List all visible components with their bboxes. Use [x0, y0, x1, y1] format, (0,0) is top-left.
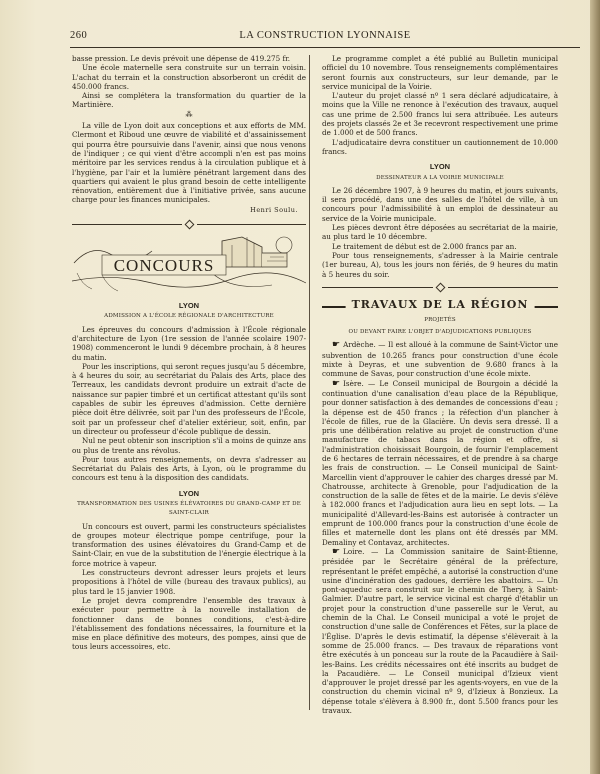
region-name: Ardèche.	[343, 340, 376, 350]
region-text: — Il est alloué à la commune de Saint-Victor une subvention de 10.265 francs pour construction d'une école mixte à Deyras, et une subvention de 9.680 francs à la commune de Savas, pour construction d'une école mixte.	[322, 340, 558, 379]
paragraph: Pour tous renseignements, s'adresser à la Mairie centrale (1er bureau, A), tous les jours non fériés, de 9 heures du matin à 5 heures du soir.	[322, 250, 558, 279]
paragraph: Les pièces devront être déposées au secrétariat de la mairie, au plus tard le 10 décembre.	[322, 223, 558, 242]
section-title: TRAVAUX DE LA RÉGION	[346, 300, 535, 309]
paragraph: Les constructeurs devront adresser leurs projets et leurs propositions à l'hôtel de ville (bureau des travaux publics), au plus tard le 15 janvier 1908.	[72, 568, 306, 596]
ornament-divider	[72, 220, 306, 228]
paragraph: Le 26 décembre 1907, à 9 heures du matin, et jours suivants, il sera procédé, dans une des salles de l'hôtel de ville, à un concours pour l'admissibilité à un emploi de dessinateur au service de la Voirie municipale.	[322, 185, 558, 223]
pointing-hand-icon: ☛	[332, 546, 341, 557]
region-paragraph	[322, 547, 558, 715]
section-subtitle: TRANSFORMATION DES USINES ÉLÉVATOIRES DU GRAND-CAMP ET DE SAINT-CLAIR	[77, 500, 301, 517]
paragraph: L'adjudicataire devra constituer un cautionnement de 10.000 francs.	[322, 137, 558, 156]
section-stars: ⁂	[185, 110, 193, 119]
page-number: 260	[70, 30, 88, 41]
paragraph: basse pression. Le devis prévoit une dépense de 419.275 fr.	[72, 54, 291, 63]
region-paragraph	[322, 340, 558, 378]
region-name: Loire.	[343, 546, 365, 556]
left-column	[72, 54, 306, 652]
journal-title: LA CONSTRUCTION LYONNAISE	[239, 30, 411, 41]
paragraph: Un concours est ouvert, parmi les constructeurs spécialistes de groupes moteur électrique pompe centrifuge, pour la transformation des usines élévatoires du Grand-Camp et de Saint-Clair, en vue de la substitution de l'énergie électrique à la force motrice à vapeur.	[72, 521, 306, 568]
header-rule	[70, 47, 580, 48]
page-header	[70, 30, 580, 44]
region-name: Isère.	[343, 378, 364, 388]
pointing-hand-icon: ☛	[332, 378, 341, 389]
section-subtitle: DESSINATEUR A LA VOIRIE MUNICIPALE	[376, 174, 504, 181]
column-divider	[309, 55, 310, 710]
section-city: LYON	[178, 488, 200, 498]
pointing-hand-icon: ☛	[332, 340, 341, 351]
banner-title: CONCOURS	[113, 256, 215, 276]
concours-banner	[72, 233, 306, 295]
paragraph: Pour les inscriptions, qui seront reçues jusqu'au 5 décembre, à 4 heures du soir, au secrétariat du Palais des Arts, place des Terreaux, les candidats devront produire un extrait d'acte de naissance sur papier timbré et un certificat attestant qu'ils sont capables de subir les épreuves d'admission. Cette dernière pièce doit être délivrée, soit par l'un des professeurs de l'École, soit par un professeur chef d'atelier extérieur, soit, enfin, par un directeur ou professeur d'école publique de dessin.	[72, 361, 306, 436]
section-subtitle: PROJETÉS	[424, 316, 456, 323]
author-signature: Henri Soulu.	[250, 205, 298, 214]
region-text: — La Commission sanitaire de Saint-Étienne, présidée par le Secrétaire général de la préfecture, représentant le préfet empêché, a autorisé la construction d'une usine d'incinération des gadoues, derrière les abattoirs. — Un pont-aqueduc sera construit sur le chemin de Thery, à Saint-Galmier. D'autre part, le service vicinal est chargé d'établir un projet pour la construction d'une passerelle sur le Verut, au chemin de la Chal. Le Conseil municipal a voté le projet de construction d'une salle de Conférences et Fêtes, sur la place de l'Église. D'après le devis estimatif, la dépense s'élèverait à la somme de 25.000 francs. — Des travaux de réparations vont être exécutés à un ponceau sur la route de la Pacaudière à Sail-les-Bains. Les crédits nécessaires ont été inscrits au budget de la Pacaudière. — Le Conseil municipal d'Izieux vient d'approuver le projet dressé par les agents-voyers, en vue de la construction du chemin vicinal nº 9, d'Izieux à Bonzieux. La dépense totale s'élèvera à 8.900 fr., dont 5.500 francs pour les travaux.	[322, 546, 558, 715]
paragraph: Les épreuves du concours d'admission à l'École régionale d'architecture de Lyon (1re session de l'année scolaire 1907-1908) commenceront le lundi 9 décembre prochain, à 8 heures du matin.	[72, 324, 306, 362]
paragraph: Le projet devra comprendre l'ensemble des travaux à exécuter pour permettre à la nouvelle installation de fonctionner dans de bonnes conditions, c'est-à-dire l'établissement des fondations nécessaires, la fourniture et la mise en place définitive des moteurs, des pompes, ainsi que de tous leurs accessoires, etc.	[72, 595, 306, 652]
region-paragraph	[322, 379, 558, 547]
paragraph: Nul ne peut obtenir son inscription s'il a moins de quinze ans ou plus de trente ans révolus.	[72, 436, 306, 455]
paragraph: Ainsi se complétera la transformation du quartier de la Martinière.	[72, 91, 306, 110]
section-city: LYON	[429, 162, 451, 172]
region-text: — Le Conseil municipal de Bourgoin a décidé la continuation d'une canalisation d'eau place de la République, pour donner satisfaction à des demandes de concessions d'eau ; la dépense est de 450 francs ; la réfection d'un plancher à l'école de filles, rue de la Glacière. Un devis sera dressé. Il a pris une délibération relative au projet de construction d'une manufacture de tabacs dans la région et offre, si l'administration choisissait Bourgoin, de fournir l'emplacement de 6 hectares de terrain nécessaires, et de prendre à sa charge les frais de construction. — Le Conseil municipal de Saint-Marcellin vient d'approuver le cahier des charges dressé par M. Chatrousse, architecte à Grenoble, pour l'adjudication de la construction de la salle de fêtes et de la mairie. Le devis s'élève à 182.000 francs et l'adjudication aura lieu en sept lots. — La municipalité d'Allevard-les-Bains est autorisée à contracter un emprunt de 100.000 francs pour la construction d'une école de filles et maternelle dont les plans ont été dressés par MM. Demaliny et Contavaz, architectes.	[322, 378, 558, 547]
concours-banner-illustration	[72, 233, 306, 295]
paragraph: Pour tous autres renseignements, on devra s'adresser au Secrétariat du Palais des Arts, à Lyon, où le programme du concours est tenu à la disposition des candidats.	[72, 454, 306, 483]
right-column	[322, 54, 558, 715]
section-subtitle: OU DEVANT FAIRE L'OBJET D'ADJUDICATIONS PUBLIQUES	[348, 329, 532, 336]
paragraph: Le programme complet a été publié au Bulletin municipal officiel du 10 novembre. Tous renseignements complémentaires seront fournis aux constructeurs, sur leur demande, par le service municipal de la Voirie.	[322, 54, 558, 91]
ornament-divider	[322, 284, 558, 292]
section-subtitle: ADMISSION A L'ÉCOLE RÉGIONALE D'ARCHITECTURE	[104, 313, 274, 320]
page-binding-edge	[590, 0, 600, 774]
paragraph: La ville de Lyon doit aux conceptions et aux efforts de MM. Clermont et Riboud une œuvre de viabilité et d'assainissement qui pourra être poursuivie dans l'avenir, ainsi que nous venons de l'indiquer ; ce qui vient d'être accompli n'en est pas moins méritoire par les services rendus à la circulation publique et à l'hygiène, par l'air et la lumière pénétrant largement dans des quartiers qui avaient le plus grand besoin de cette intelligente rénovation, entièrement due à l'initiative privée, sans aucune charge pour les finances municipales.	[72, 121, 306, 205]
paragraph: Une école maternelle sera construite sur un terrain voisin. L'achat du terrain et la construction absorberont un crédit de 450.000 francs.	[72, 63, 306, 91]
section-heading	[322, 297, 558, 314]
section-city: LYON	[178, 301, 200, 311]
paragraph: L'auteur du projet classé nº 1 sera déclaré adjudicataire, à moins que la Ville ne renonce à l'exécution des travaux, auquel cas une prime de 2.500 francs lui sera attribuée. Les auteurs des projets classés 2e et 3e recevront respectivement une prime de 1.000 et de 500 francs.	[322, 91, 558, 138]
paragraph: Le traitement de début est de 2.000 francs par an.	[332, 241, 517, 251]
